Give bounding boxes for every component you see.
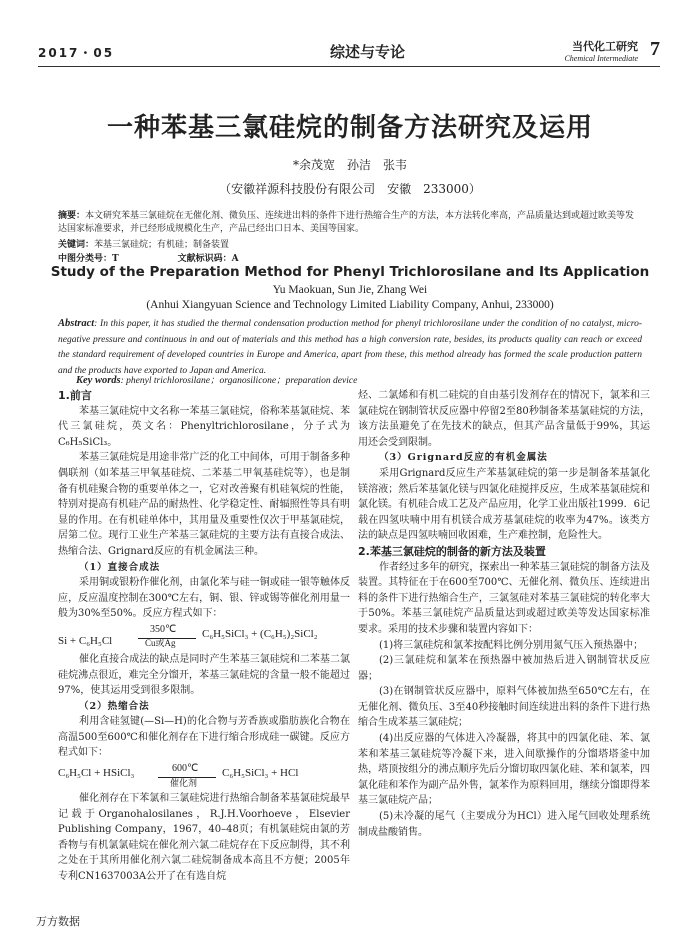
keywords-en-label: Key words [76,375,121,386]
keywords-en [76,372,357,386]
equation-lhs: Si + C₆H₅Cl [58,635,113,648]
equation-catalyst: Cu或Ag [145,637,176,648]
title-en: Study of the Preparation Method for Phenyl Trichlorosilane and Its Application [50,264,650,280]
equation-direct-synthesis [58,622,350,652]
keywords-cn [58,237,229,250]
section-heading-method: 2.苯基三氯硅烷的制备的新方法及装置 [358,544,546,558]
subheading-thermal-condensation: （2）热缩合法 [79,700,150,712]
paragraph: 催化直接合成法的缺点是同时产生苯基三氯硅烷和二苯基二氯硅烷沸点很近，难完全分馏开，苯基三氯硅烷的含量一般不能超过97%，使其运用受到很多限制。 [58,653,350,697]
equation-thermal-condensation [58,761,350,791]
equation-rhs: C₆H₅SiCl₃ + HCl [222,767,299,780]
step-item: (4)出反应器的气体进入冷凝器，将其中的四氯化硅、苯、氯苯和苯基三氯硅烷等冷凝下来，进入间歇操作的分馏塔塔釜中加热，塔顶按组分的沸点顺序先后分馏切取四氯化硅、苯和氯苯，四氯化硅和苯作为副产品外售，氯苯作为原料回用，继续分馏即得苯基三氯硅烷产品； [358,733,650,807]
abstract-cn-text: 本文研究苯基三氯硅烷在无催化剂、微负压、连续进出料的条件下进行热缩合生产的方法，本方法转化率高，产品质量达到或超过欧美等发达国家标准要求，并已经形成规模化生产，产品已经出口日本、美国等国家。 [58,211,635,234]
abstract-en-label: Abstract [58,318,95,329]
abstract-cn [58,210,640,235]
keywords-en-text: : phenyl trichlorosilane；organosilicone；preparation device [120,376,358,386]
paragraph: 采用Grignard反应生产苯基氯硅烷的第一步是制备苯基氯化镁溶液；然后苯基氯化镁与四氯化硅搅拌反应，生成苯基氯硅烷和氯化镁。有机硅合成工艺及产品应用，化学工业出版社1999．6记载在四氢呋喃中用有机镁合成芳基氯硅烷的收率为47%。该类方法的缺点是四氢呋喃回收困难，生产难控制，危险性大。 [358,467,650,542]
paragraph: 烃、二氯烯和有机二硅烷的自由基引发剂存在的情况下，氯苯和三氯硅烷在钢制管状反应器中停留2至80秒制备苯基氯硅烷的方法，该方法虽避免了在先技术的缺点，但其产品含量低于99%，其运用还会受到限制。 [358,390,650,448]
doc-code-label: 文献标识码： [177,254,232,264]
left-column [58,388,350,885]
section-name: 综述与专论 [330,43,406,61]
journal-title-cn: 当代化工研究 [572,40,638,53]
equation-rhs: C₆H₅SiCl₃ + (C₆H₅)₂SiCl₂ [202,628,318,641]
running-header [38,38,660,64]
step-item: (1)将三氯硅烷和氯苯按配料比例分别用氮气压入预热器中； [379,639,644,651]
equation-lhs: C₆H₅Cl + HSiCl₃ [58,767,135,780]
step-item: (2)三氯硅烷和氯苯在预热器中被加热后进入钢制管状反应器； [358,655,650,682]
subheading-direct-synthesis: （1）直接合成法 [79,561,161,573]
right-column [358,388,650,840]
journal-title-en: Chemical Intermediate [564,54,638,63]
paragraph: 催化剂存在下苯氯和三氯硅烷进行热缩合制备苯基氯硅烷最早记载于Organohalosilanes，R.J.H.Voorhoeve，Elsevier Publishing Company，1967，40–48页；有机氯硅烷由氯的芳香物与有机氯氯硅烷在催化剂六氯二硅烷存在下反应制得，其不利之处在于其所用催化剂六氯二硅烷制备成本高且不方便；2005年专利CN1637003A公开了在有选自烷 [58,793,350,883]
paragraph: 苯基三氯硅烷是用途非常广泛的化工中间体，可用于制备多种偶联剂（如苯基三甲氧基硅烷、二苯基二甲氧基硅烷等），也是制备有机硅聚合物的重要单体之一，它对改善聚有机硅氧烷的性能，特别对提高有机硅产品的耐热性、化学稳定性、耐辐照性等具有明显的作用。在有机硅单体中，其用量及重要性仅次于甲基氯硅烷，居第二位。现行工业生产苯基三氯硅烷的主要方法有直接合成法、热缩合法、Grignard反应的有机金属法三种。 [58,452,350,557]
paragraph: 采用铜或银粉作催化剂，由氯化苯与硅一铜或硅一银等触体反应，反应温度控制在300℃左右，铜、银、锌或锡等催化剂用量一般为30%至50%。反应方程式如下： [58,577,350,620]
keywords-cn-label: 关键词： [58,240,95,250]
affiliation: （安徽祥源科技股份有限公司 安徽 233000） [219,182,481,196]
paragraph: 作者经过多年的研究，探索出一种苯基三氯硅烷的制备方法及装置。其特征在于在600至700℃、无催化剂、微负压、连续进出料的条件下进行热缩合生产，三氯氢硅对苯基三氯硅烷的转化率大于50%。苯基三氯硅烷产品质量达到或超过欧美等发达国家标准要求。采用的技术步骤和装置内容如下： [358,561,650,635]
subheading-grignard: （3）Grignard反应的有机金属法 [379,452,548,464]
abstract-en-text: : In this paper, it has studied the thermal condensation production method for phenyl trichlorosilane under the condition of no catalyst, micro-negative pressure and continuous in and out of materials and this method has a high conversion rate, besides, its products quality can reach or exceed the standard requirement of developed countries in Europe and America, apart from these, this method already has formed the scale production pattern and the products have exported to Japan and America. [58,319,642,376]
affiliation-en: (Anhui Xiangyuan Science and Technology Limited Liability Company, Anhui, 233000) [146,299,554,311]
abstract-en [58,316,642,379]
step-item: (5)未冷凝的尾气（主要成分为HCl）进入尾气回收处理系统制成盐酸销售。 [358,811,650,838]
clc-value: T [112,254,119,264]
equation-catalyst: 催化剂 [170,778,198,789]
equation-condition-temp: 350℃ [150,623,177,635]
paragraph: 利用含硅氢键(—Si—H)的化合物与芳香族或脂肪族化合物在高温500至600℃和催化剂存在下进行缩合形成硅一碳键。反应方程式如下： [58,716,350,759]
article-title: 一种苯基三氯硅烷的制备方法研究及运用 [106,113,593,143]
issue-number: 2017・05 [38,46,115,60]
authors: *余茂宽 孙洁 张韦 [292,158,407,172]
equation-condition-temp: 600℃ [172,763,199,775]
abstract-cn-label: 摘要： [58,211,86,221]
step-item: (3)在钢制管状反应器中，原料气体被加热至650℃左右，在无催化剂、微负压、3至40秒接触时间连续进出料的条件下进行热缩合生成苯基三氯硅烷； [358,686,650,729]
journal-title [564,38,638,63]
keywords-cn-text: 苯基三氯硅烷；有机硅；制备装置 [94,240,230,250]
footer-watermark: 万方数据 [36,915,80,928]
authors-en: Yu Maokuan, Sun Jie, Zhang Wei [272,284,428,296]
clc-label: 中图分类号： [58,254,113,264]
doc-code-value: A [231,254,239,264]
header-rule [38,66,660,67]
paragraph: 苯基三氯硅烷中文名称一苯基三氯硅烷，俗称苯基氯硅烷、苯代三氯硅烷，英文名：Phenyltrichlorosilane，分子式为C₆H₅SiCl₃。 [58,405,350,448]
section-heading-intro: 1.前言 [58,389,92,402]
classification [58,251,239,264]
page-number: 7 [650,38,660,60]
